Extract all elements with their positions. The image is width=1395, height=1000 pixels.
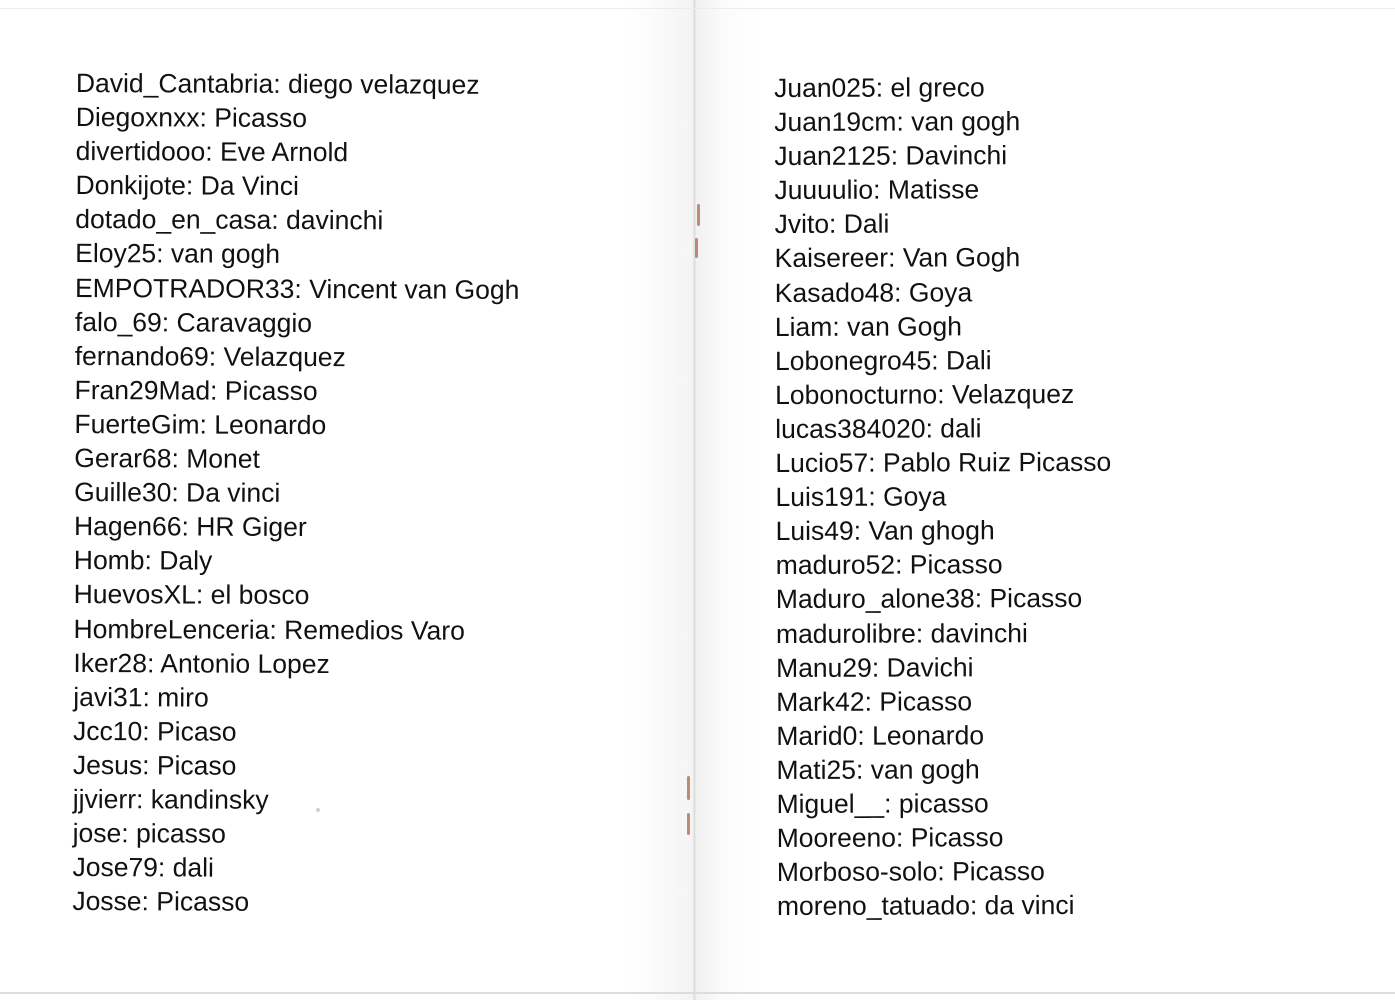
list-item: Lobonegro45: Dali bbox=[774, 344, 992, 376]
list-item: EMPOTRADOR33: Vincent van Gogh bbox=[74, 272, 520, 305]
left-entry-list bbox=[72, 66, 520, 920]
list-item: Juan2125: Davinchi bbox=[774, 140, 1008, 172]
staple-mark-top bbox=[697, 204, 700, 226]
list-item: Hagen66: HR Giger bbox=[73, 511, 307, 543]
list-item: Homb: Daly bbox=[73, 545, 213, 576]
list-item: Juan025: el greco bbox=[774, 72, 985, 103]
list-item: Jesus: Picaso bbox=[72, 749, 237, 781]
list-item: Morboso-solo: Picasso bbox=[776, 856, 1045, 888]
list-item: Fran29Mad: Picasso bbox=[74, 374, 318, 406]
list-item: Jcc10: Picaso bbox=[73, 715, 237, 747]
list-item: Donkijote: Da Vinci bbox=[75, 170, 299, 202]
list-item: Mark42: Picasso bbox=[776, 685, 973, 717]
staple-mark-bottom-lower bbox=[687, 813, 690, 835]
list-item: Manu29: Davichi bbox=[776, 651, 974, 683]
list-item: Luis191: Goya bbox=[775, 481, 947, 513]
list-item: Miguel__: picasso bbox=[776, 788, 989, 819]
list-item: Juuuulio: Matisse bbox=[774, 174, 980, 206]
list-item: Diegoxnxx: Picasso bbox=[75, 102, 308, 134]
list-item: Kaisereer: Van Gogh bbox=[774, 242, 1021, 274]
list-item: Jose79: dali bbox=[72, 852, 215, 883]
list-item: HuevosXL: el bosco bbox=[73, 579, 310, 611]
paper-top-edge bbox=[0, 8, 1395, 9]
list-item: Marid0: Leonardo bbox=[776, 720, 985, 751]
list-item: falo_69: Caravaggio bbox=[74, 306, 313, 338]
list-item: fernando69: Velazquez bbox=[74, 340, 346, 372]
list-item: Iker28: Antonio Lopez bbox=[73, 647, 330, 679]
list-item: madurolibre: davinchi bbox=[775, 617, 1028, 649]
list-item: dotado_en_casa: davinchi bbox=[75, 204, 384, 236]
paper-bottom-edge bbox=[0, 992, 1395, 994]
list-item: Kasado48: Goya bbox=[774, 276, 973, 308]
list-item: jose: picasso bbox=[72, 818, 226, 849]
list-item: Jvito: Dali bbox=[774, 208, 890, 240]
list-item: Eloy25: van gogh bbox=[75, 238, 281, 270]
list-item: Luis49: Van ghogh bbox=[775, 515, 995, 547]
list-item: Mati25: van gogh bbox=[776, 754, 980, 785]
list-item: jjvierr: kandinsky bbox=[72, 783, 269, 815]
list-item: Gerar68: Monet bbox=[74, 443, 260, 474]
list-item: Lucio57: Pablo Ruiz Picasso bbox=[775, 446, 1112, 479]
list-item: FuerteGim: Leonardo bbox=[74, 408, 327, 441]
list-item: moreno_tatuado: da vinci bbox=[776, 890, 1075, 922]
list-item: Juan19cm: van gogh bbox=[774, 106, 1021, 138]
staple-mark-bottom bbox=[687, 776, 690, 800]
right-entry-list bbox=[774, 70, 1113, 924]
list-item: maduro52: Picasso bbox=[775, 549, 1003, 581]
list-item: HombreLenceria: Remedios Varo bbox=[73, 613, 465, 646]
list-item: Maduro_alone38: Picasso bbox=[775, 583, 1083, 615]
page-gutter bbox=[693, 0, 696, 1000]
list-item: Liam: van Gogh bbox=[774, 311, 963, 342]
list-item: javi31: miro bbox=[73, 681, 209, 713]
staple-mark-top-lower bbox=[695, 238, 698, 258]
list-item: Mooreeno: Picasso bbox=[776, 822, 1004, 854]
list-item: Lobonocturno: Velazquez bbox=[775, 378, 1075, 410]
list-item: lucas384020: dali bbox=[775, 413, 982, 444]
list-item: Guille30: Da vinci bbox=[74, 477, 281, 509]
list-item: Josse: Picasso bbox=[72, 886, 250, 918]
list-item: David_Cantabria: diego velazquez bbox=[75, 67, 480, 100]
list-item: divertidooo: Eve Arnold bbox=[75, 136, 349, 168]
